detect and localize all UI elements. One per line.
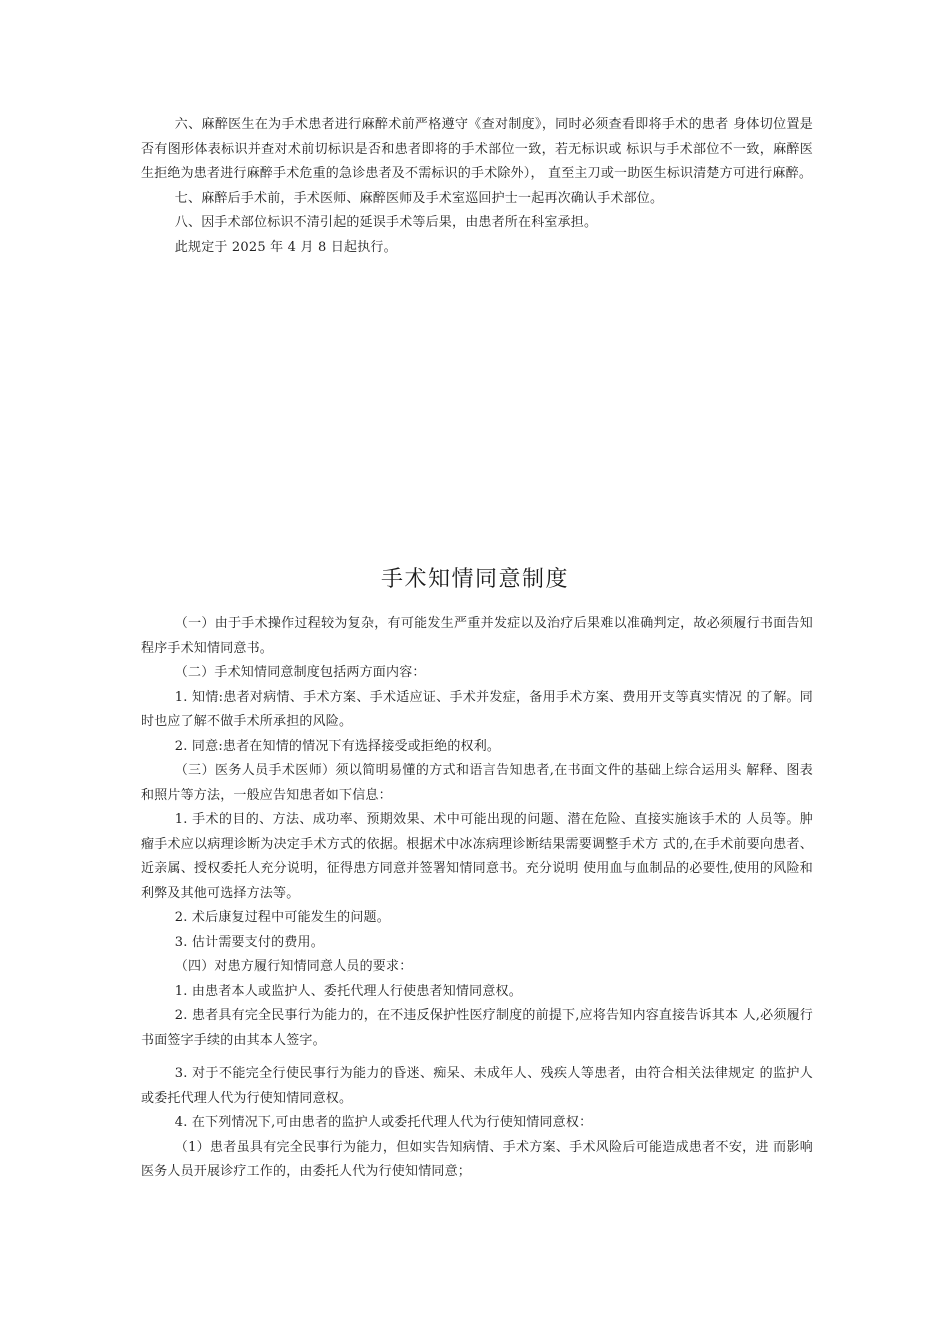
- recovery-paragraph: 2. 术后康复过程中可能发生的问题。: [174, 910, 390, 925]
- effective-date-paragraph: 此规定于 2025 年 4 月 8 日起执行。: [174, 239, 397, 255]
- requirement-one-paragraph: 1. 由患者本人或监护人、委托代理人行使患者知情同意权。: [174, 983, 522, 999]
- rule-seven-paragraph: 七、麻醉后手术前，手术医师、麻醉医师及手术室巡回护士一起再次确认手术部位。: [174, 190, 664, 206]
- section-two-heading: （二）手术知情同意制度包括两方面内容：: [174, 665, 426, 680]
- consent-paragraph: 2. 同意:患者在知情的情况下有选择接受或拒绝的权利。: [174, 738, 501, 754]
- requirement-two-paragraph: 2. 患者具有完全民事行为能力的，在不违反保护性医疗制度的前提下,应将告知内容直接告诉其本 人,必须履行书面签字手续的由其本人签字。: [141, 1008, 813, 1048]
- anesthesia-rules-section: [141, 113, 813, 260]
- document-title: 手术知情同意制度: [380, 567, 569, 592]
- cost-paragraph: 3. 估计需要支付的费用。: [174, 934, 324, 950]
- section-one-paragraph: （一）由于手术操作过程较为复杂，有可能发生严重并发症以及治疗后果难以准确判定，故必须履行书面告知程序手术知情同意书。: [141, 616, 813, 656]
- requirement-three-paragraph: 3. 对于不能完全行使民事行为能力的昏迷、痴呆、未成年人、残疾人等患者，由符合相关法律规定 的监护人或委托代理人代为行使知情同意权。: [141, 1066, 813, 1106]
- surgery-info-paragraph: 1. 手术的目的、方法、成功率、预期效果、术中可能出现的问题、潜在危险、直接实施该手术的 人员等。肿瘤手术应以病理诊断为决定手术方式的依据。根据术中冰冻病理诊断结果需要调整手术方 式的,在手术前要向患者、近亲属、授权委托人充分说明，征得患方同意并签署知情同意书。充分说明 使用血与血制品的必要性,使用的风险和利弊及其他可选择方法等。: [141, 812, 813, 901]
- informed-paragraph: 1. 知情:患者对病情、手术方案、手术适应证、手术并发症，备用手术方案、费用开支等真实情况 的了解。同时也应了解不做手术所承担的风险。: [141, 689, 813, 729]
- informed-consent-section: [141, 612, 813, 1185]
- section-three-paragraph: （三）医务人员手术医师）须以简明易懂的方式和语言告知患者,在书面文件的基础上综合运用头 解释、图表和照片等方法，一般应告知患者如下信息：: [141, 763, 813, 803]
- section-four-heading: （四）对患方履行知情同意人员的要求：: [174, 959, 413, 974]
- rule-six-paragraph: 六、麻醉医生在为手术患者进行麻醉术前严格遵守《查对制度》，同时必须查看即将手术的患者 身体切位置是否有图形体表标识并查对术前切标识是否和患者即将的手术部位一致，若无标识或 标识与手术部位不一致，麻醉医生拒绝为患者进行麻醉手术危重的急诊患者及不需标识的手术除外）， 直至主刀或一助医生标识清楚方可进行麻醉。: [141, 117, 813, 181]
- requirement-four-item-one-paragraph: （1）患者虽具有完全民事行为能力，但如实告知病情、手术方案、手术风险后可能造成患者不安，进 而影响医务人员开展诊疗工作的，由委托人代为行使知情同意；: [141, 1139, 813, 1179]
- rule-eight-paragraph: 八、因手术部位标识不清引起的延误手术等后果，由患者所在科室承担。: [174, 215, 598, 230]
- requirement-four-paragraph: 4. 在下列情况下,可由患者的监护人或委托代理人代为行使知情同意权：: [174, 1115, 593, 1130]
